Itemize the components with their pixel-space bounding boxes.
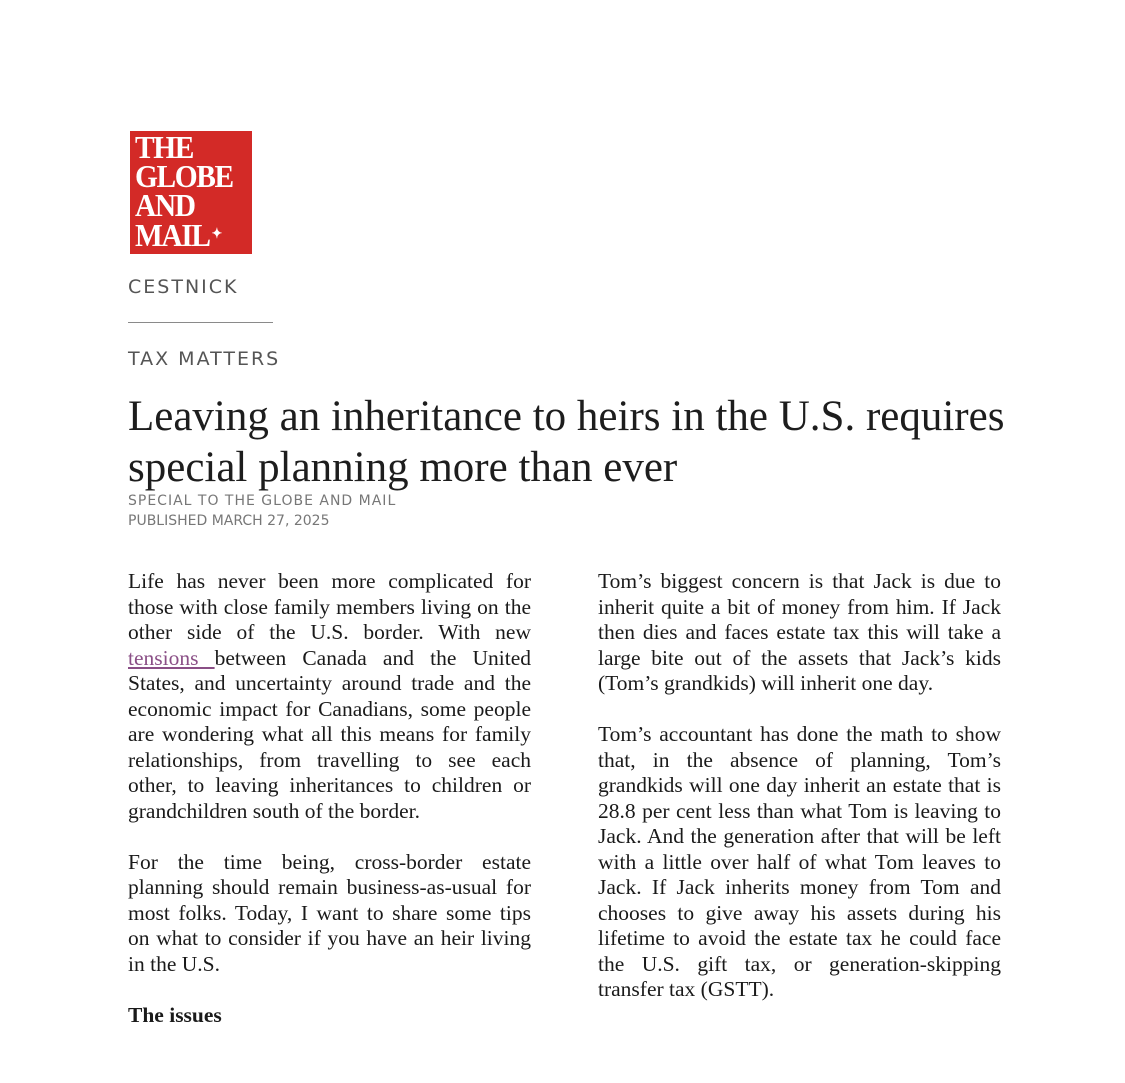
article-column-right [598, 569, 1001, 1028]
maple-leaf-icon: ✦ [211, 227, 223, 242]
paragraph: Tom’s biggest concern is that Jack is due to inherit quite a bit of money from him. If Jack then dies and faces estate tax this will take a large bite out of the assets that Jack’s kids (Tom’s grandkids) will inherit one day. [598, 569, 1001, 695]
kicker[interactable]: TAX MATTERS [128, 348, 281, 370]
paragraph-text: Life has never been more complicated for those with close family members living on the other side of the U.S. border. With new [128, 569, 531, 644]
headline: Leaving an inheritance to heirs in the U.S. requires special planning more than ever [128, 393, 1005, 491]
tensions-link[interactable]: tensions [128, 645, 215, 670]
section-label[interactable]: CESTNICK [128, 276, 239, 298]
byline: SPECIAL TO THE GLOBE AND MAIL [128, 493, 397, 509]
paragraph: Tom’s accountant has done the math to show that, in the absence of planning, Tom’s grandkids will one day inherit an estate that is 28.8 per cent less than what Tom is leaving to Jack. And the generation after that will be left with a little over half of what Tom leaves to Jack. If Jack inherits money from Tom and chooses to give away his assets during his lifetime to avoid the estate tax he could face the U.S. gift tax, or generation-skipping transfer tax (GSTT). [598, 722, 1001, 1001]
subheading: The issues [128, 1002, 222, 1027]
logo-line-4-text: MAIL [135, 217, 210, 253]
paragraph-text: between Canada and the United States, and uncertainty around trade and the economic impact for Canadians, some people are wondering what all this means for family relationships, from travelling to see each other, to leaving inheritances to children or grandchildren south of the border. [128, 645, 531, 823]
paragraph [128, 569, 531, 824]
logo-line-1: THE [135, 129, 194, 165]
globe-and-mail-logo [130, 131, 252, 254]
logo-line-3: AND [135, 187, 195, 223]
article-column-left [128, 569, 531, 1028]
logo-line-4 [135, 217, 243, 253]
logo-line-2: GLOBE [135, 158, 233, 194]
divider [128, 322, 273, 323]
paragraph: For the time being, cross-border estate planning should remain business-as-usual for most folks. Today, I want to share some tips on what to consider if you have an heir living in the U.S. [128, 849, 531, 976]
publish-date: PUBLISHED MARCH 27, 2025 [128, 513, 330, 529]
